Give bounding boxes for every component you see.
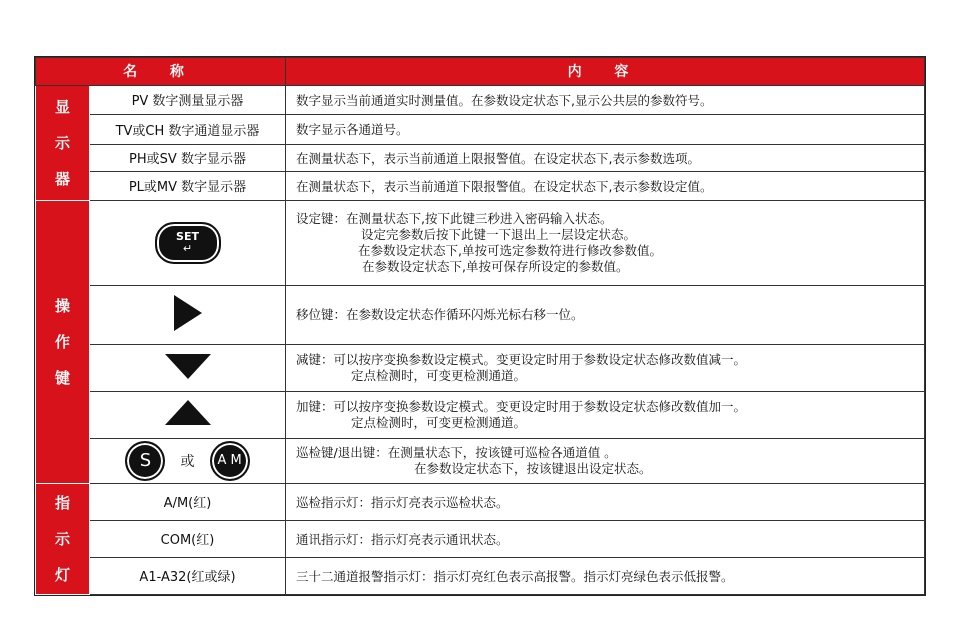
desc-line: 移位键：在参数设定状态作循环闪烁光标右移一位。 [296, 307, 584, 323]
display-desc-pl: 在测量状态下，表示当前通道下限报警值。在设定状态下,表示参数设定值。 [286, 172, 925, 201]
header-content: 内 容 [286, 58, 925, 86]
group-char: 示 [54, 529, 70, 548]
display-name-tv: TV或CH 数字通道显示器 [90, 115, 286, 145]
down-key-desc [286, 345, 925, 392]
group-operate-label [36, 200, 90, 483]
right-triangle-key-icon [172, 293, 204, 333]
table-row [36, 144, 925, 172]
display-name-pv: PV 数字测量显示器 [90, 85, 286, 115]
group-char: 作 [54, 332, 70, 351]
header-name: 名 称 [36, 58, 286, 86]
group-char: 操 [54, 296, 70, 315]
desc-line: 加键：可以按序变换参数设定模式。变更设定时用于参数设定状态修改数值加一。 [296, 399, 747, 415]
group-char: 键 [54, 368, 70, 387]
indicator-desc-am: 巡检指示灯：指示灯亮表示巡检状态。 [286, 483, 925, 520]
indicator-desc-alarm: 三十二通道报警指示灯：指示灯亮红色表示高报警。指示灯亮绿色表示低报警。 [286, 557, 925, 594]
display-desc-tv: 数字显示各通道号。 [286, 115, 925, 145]
indicator-name-alarm: A1-A32(红或绿) [90, 557, 286, 594]
display-name-pl: PL或MV 数字显示器 [90, 172, 286, 201]
set-enter-key-icon [155, 222, 221, 264]
desc-line: 设定键：在测量状态下,按下此键三秒进入密码输入状态。 [296, 210, 613, 226]
enter-arrow-icon: ↵ [182, 241, 193, 255]
indicator-name-com: COM(红) [90, 520, 286, 557]
group-char: 指 [54, 493, 70, 512]
desc-line: 在参数设定状态下,单按可选定参数符进行修改参数值。 [358, 242, 662, 258]
desc-line: 定点检测时，可变更检测通道。 [351, 415, 527, 431]
table-row [36, 439, 925, 484]
desc-line: 定点检测时，可变更检测通道。 [351, 368, 527, 384]
desc-line: 在参数设定状态下,单按可保存所设定的参数值。 [362, 258, 629, 274]
group-display-label [36, 85, 90, 200]
display-desc-ph: 在测量状态下，表示当前通道上限报警值。在设定状态下,表示参数选项。 [286, 144, 925, 172]
down-key-cell [90, 345, 286, 392]
s-key-icon: S [125, 441, 165, 481]
group-indicator-label [36, 483, 90, 594]
shift-key-cell [90, 286, 286, 345]
table-row [36, 115, 925, 145]
display-name-ph: PH或SV 数字显示器 [90, 144, 286, 172]
desc-line: 设定完参数后按下此键一下退出上一层设定状态。 [361, 226, 637, 242]
shift-key-desc [286, 286, 925, 345]
down-triangle-key-icon [163, 351, 213, 381]
desc-line: 减键：可以按序变换参数设定模式。变更设定时用于参数设定状态修改数值减一。 [296, 352, 747, 368]
table-row [36, 520, 925, 557]
up-key-cell [90, 392, 286, 439]
table-row [36, 345, 925, 392]
desc-line: 在参数设定状态下，按该键退出设定状态。 [414, 460, 652, 476]
set-key-text: SET [176, 229, 199, 243]
table-row [36, 286, 925, 345]
table-row [36, 392, 925, 439]
indicator-name-am: A/M(红) [90, 483, 286, 520]
patrol-key-desc [286, 439, 925, 484]
table-row [36, 483, 925, 520]
display-desc-pv: 数字显示当前通道实时测量值。在参数设定状态下,显示公共层的参数符号。 [286, 85, 925, 115]
table-row [36, 200, 925, 286]
table-row [36, 85, 925, 115]
group-char: 灯 [54, 565, 70, 584]
patrol-key-cell [90, 439, 286, 484]
set-key-cell [90, 200, 286, 286]
indicator-desc-com: 通讯指示灯：指示灯亮表示通讯状态。 [286, 520, 925, 557]
up-triangle-key-icon [163, 398, 213, 428]
panel-description-table [34, 56, 926, 596]
am-key-icon: A M [210, 441, 250, 481]
group-char: 显 [54, 97, 70, 116]
table-row [36, 172, 925, 201]
table-row [36, 557, 925, 594]
table-header-row [36, 58, 925, 86]
group-char: 示 [54, 133, 70, 152]
or-label: 或 [180, 453, 195, 470]
up-key-desc [286, 392, 925, 439]
group-char: 器 [54, 169, 70, 188]
set-key-desc [286, 200, 925, 286]
desc-line: 巡检键/退出键：在测量状态下，按该键可巡检各通道值 。 [296, 444, 617, 460]
